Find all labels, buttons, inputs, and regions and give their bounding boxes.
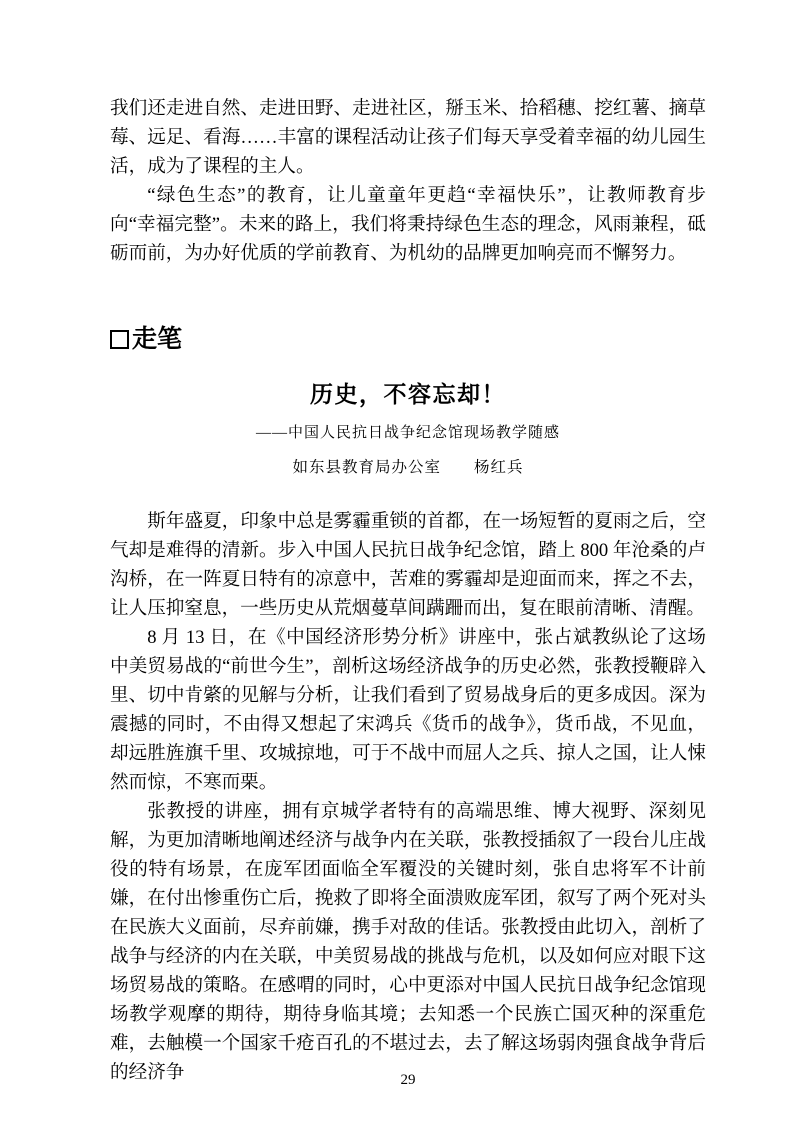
- article-body: [110, 507, 706, 1087]
- page-number: 29: [400, 1072, 416, 1088]
- article-title: 历史，不容忘却！: [310, 382, 506, 407]
- article-paragraph: 斯年盛夏，印象中总是雾霾重锁的首都，在一场短暂的夏雨之后，空气却是难得的清新。步入中国人民抗日战争纪念馆，踏上 800 年沧桑的卢沟桥，在一阵夏日特有的凉意中，苦难的雾霾却是迎面而来，挥之不去，让人压抑窒息，一些历史从荒烟蔓草间蹒跚而出，复在眼前清晰、清醒。: [110, 511, 706, 619]
- article-subtitle: ——中国人民抗日战争纪念馆现场教学随感: [255, 425, 560, 441]
- continuation-paragraph: “绿色生态”的教育，让儿童童年更趋“幸福快乐”，让教师教育步向“幸福完整”。未来的路上，我们将秉持绿色生态的理念，风雨兼程，砥砺而前，为办好优质的学前教育、为机幼的品牌更加响亮而不懈努力。: [110, 185, 706, 264]
- continuation-paragraph: 我们还走进自然、走进田野、走进社区，掰玉米、拾稻穗、挖红薯、摘草莓、远足、看海……丰富的课程活动让孩子们每天享受着幸福的幼儿园生活，成为了课程的主人。: [110, 98, 706, 177]
- article-paragraph: 张教授的讲座，拥有京城学者特有的高端思维、博大视野、深刻见解，为更加清晰地阐述经济与战争内在关联，张教授插叙了一段台儿庄战役的特有场景，在庞军团面临全军覆没的关键时刻，张自忠将军不计前嫌，在付出惨重伤亡后，挽救了即将全面溃败庞军团，叙写了两个死对头在民族大义面前，尽弃前嫌，携手对敌的佳话。张教授由此切入，剖析了战争与经济的内在关联，中美贸易战的挑战与危机，以及如何应对眼下这场贸易战的策略。在感喟的同时，心中更添对中国人民抗日战争纪念馆现场教学观摩的期待，期待身临其境；去知悉一个民族亡国灭种的深重危难，去触模一个国家千疮百孔的不堪过去，去了解这场弱肉强食战争背后的经济争: [110, 801, 706, 1083]
- article-paragraph: 8 月 13 日，在《中国经济形势分析》讲座中，张占斌教纵论了这场中美贸易战的“前世今生”，剖析这场经济战争的历史必然，张教授鞭辟入里、切中肯綮的见解与分析，让我们看到了贸易战身后的更多成因。深为震撼的同时，不由得又想起了宋鸿兵《货币的战争》，货币战，不见血，却远胜旌旗千里、攻城掠地，可于不战中而屈人之兵、掠人之国，让人悚然而惊，不寒而栗。: [110, 627, 706, 793]
- hollow-square-icon: [110, 330, 129, 349]
- previous-article-continuation: [110, 94, 706, 268]
- column-section-heading: [110, 324, 706, 354]
- column-label: 走笔: [132, 325, 183, 353]
- article-byline: 如东县教育局办公室 杨红兵: [292, 459, 524, 476]
